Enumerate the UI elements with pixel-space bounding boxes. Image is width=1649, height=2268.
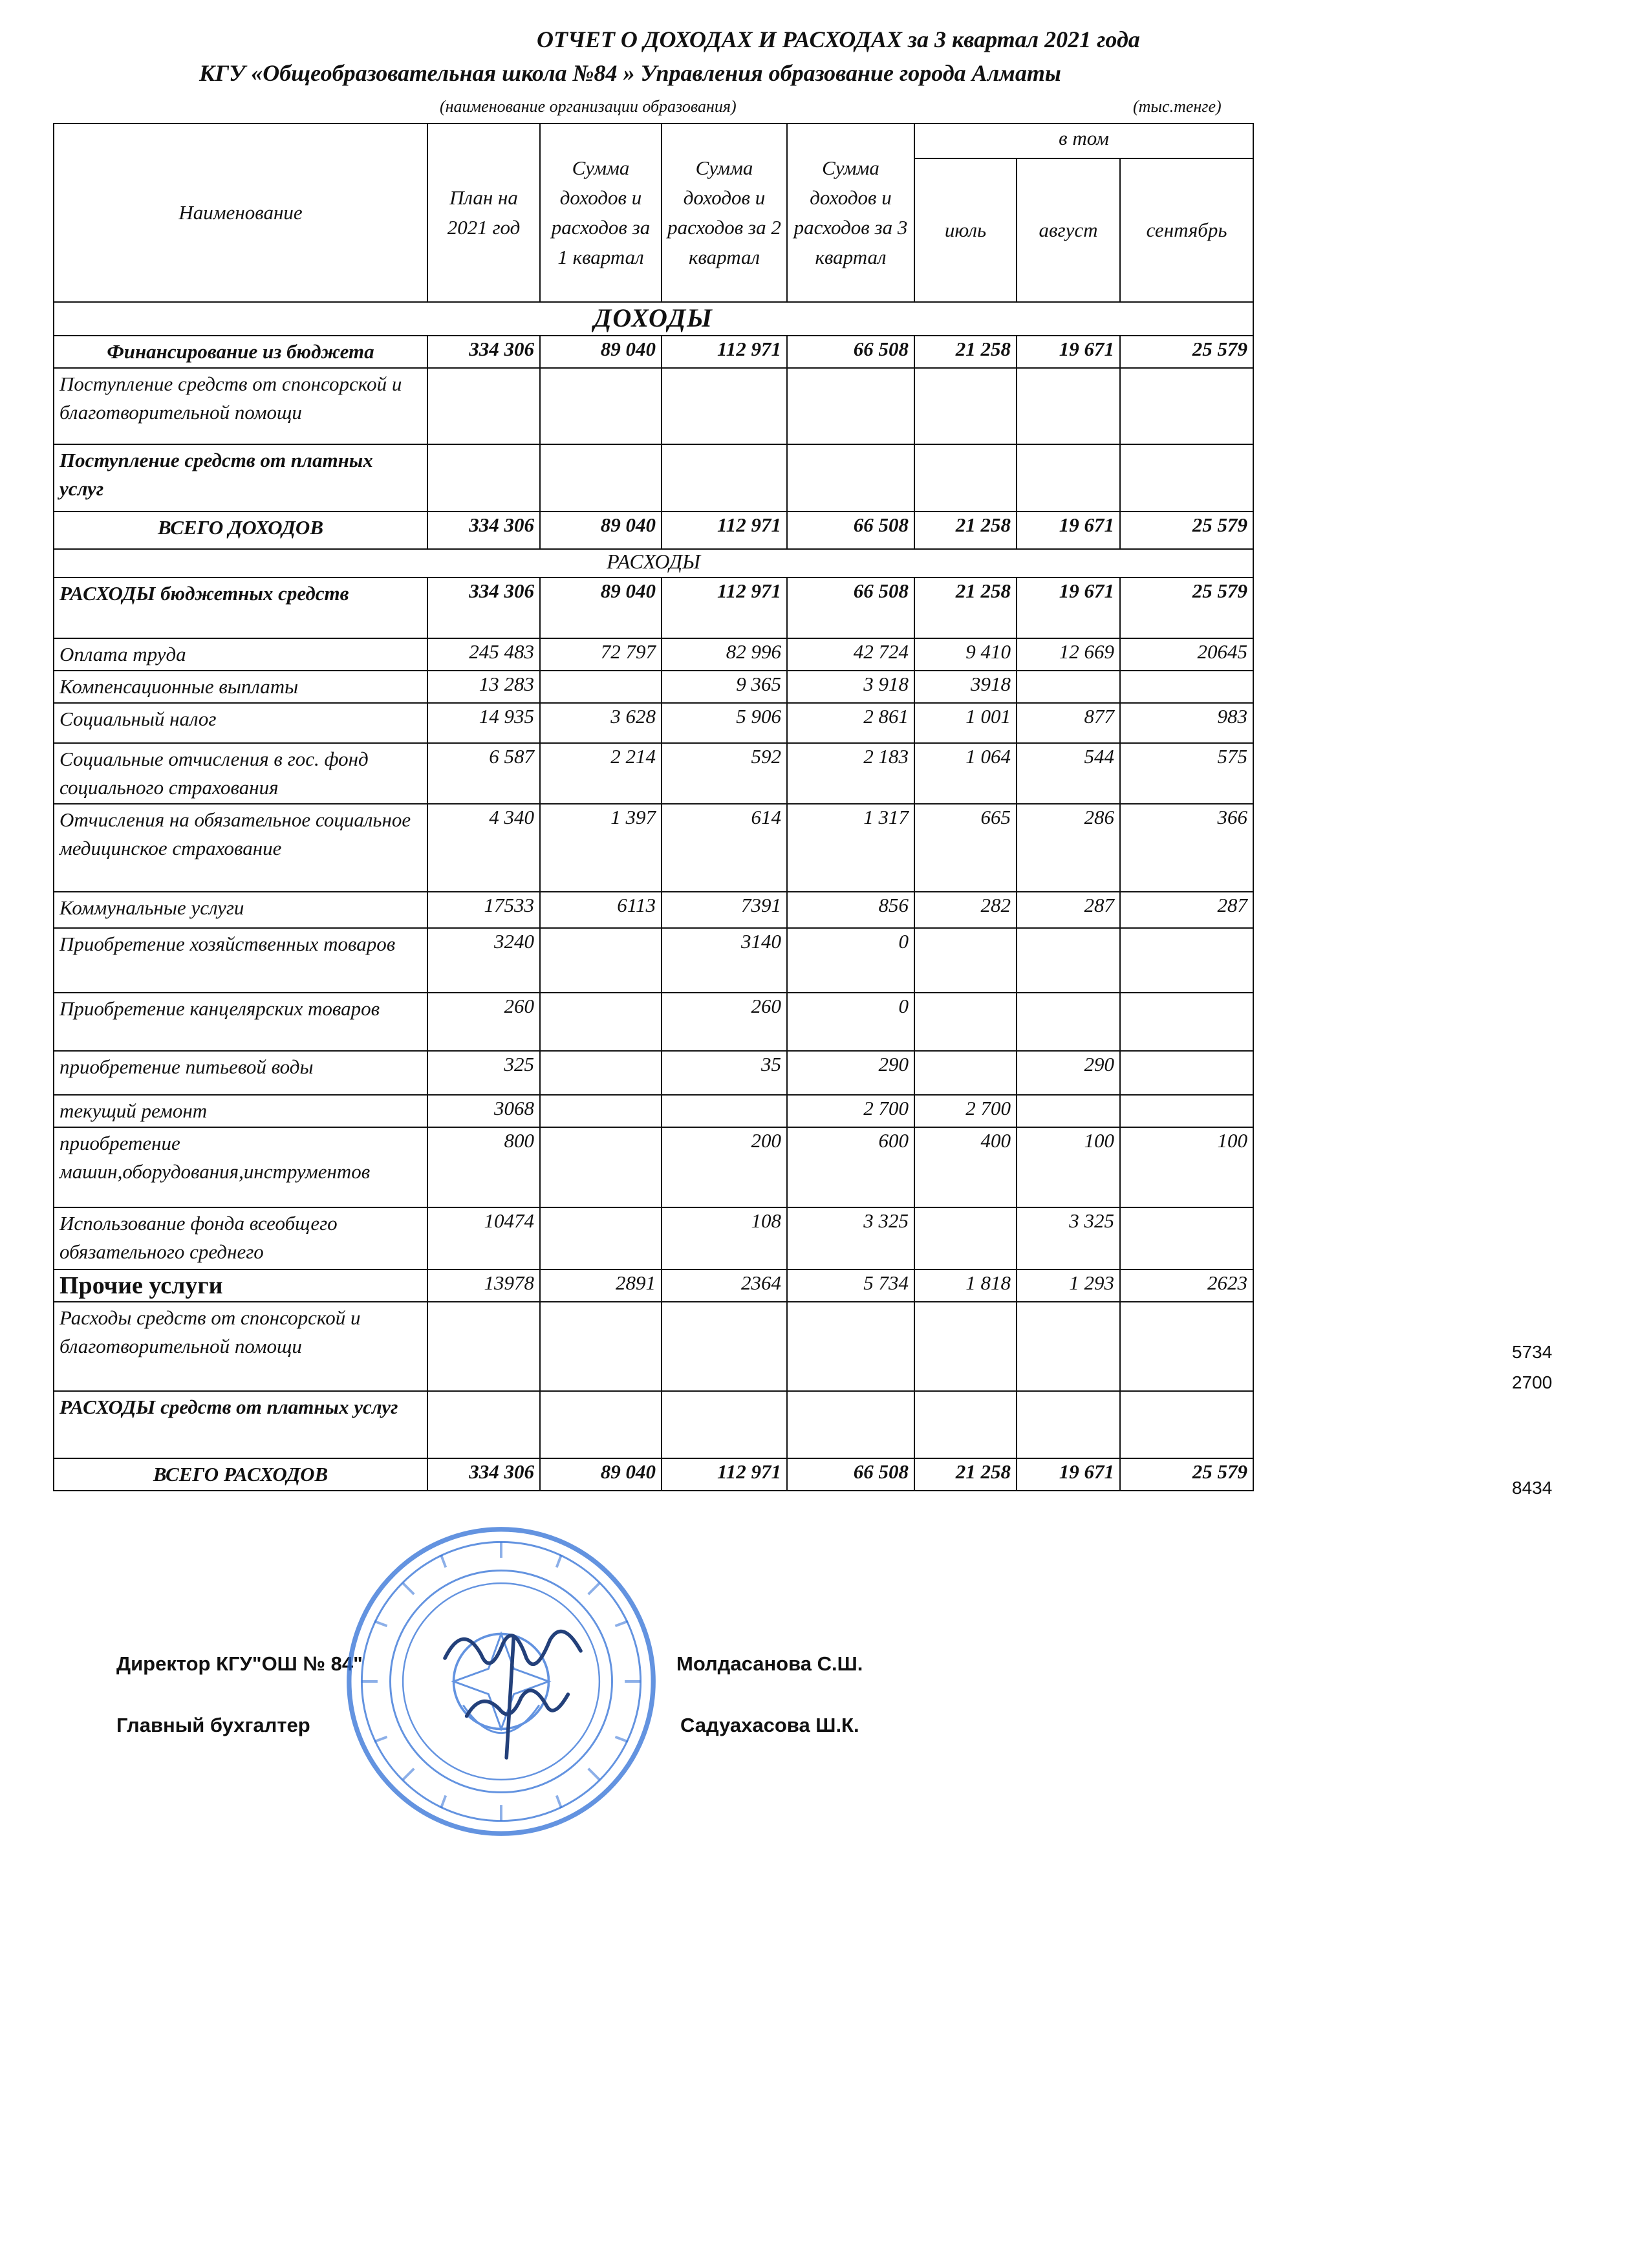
cell-jul: [914, 368, 1017, 444]
cell-sep: 287: [1120, 892, 1253, 928]
cell-q3: 2 861: [787, 703, 914, 743]
cell-q2: 82 996: [662, 638, 787, 671]
row-name: приобретение питьевой воды: [54, 1051, 427, 1095]
cell-q2: 9 365: [662, 671, 787, 703]
cell-q3: 66 508: [787, 512, 914, 549]
cell-q2: 112 971: [662, 512, 787, 549]
cell-jul: [914, 444, 1017, 512]
cell-q1: [540, 368, 662, 444]
cell-aug: 19 671: [1017, 578, 1120, 638]
units-label: (тыс.тенге): [1133, 97, 1222, 116]
cell-aug: 287: [1017, 892, 1120, 928]
row-name: Приобретение канцелярских товаров: [54, 993, 427, 1051]
row-name: Финансирование из бюджета: [54, 336, 427, 368]
cell-sep: [1120, 993, 1253, 1051]
table-row: [54, 993, 1253, 1051]
cell-jul: 21 258: [914, 1458, 1017, 1491]
accountant-name: Садуахасова Ш.К.: [680, 1714, 859, 1736]
section-income: ДОХОДЫ: [54, 302, 1253, 336]
cell-sep: [1120, 1302, 1253, 1391]
cell-sep: 25 579: [1120, 1458, 1253, 1491]
col-header-q3: Сумма доходов и расходов за 3 квартал: [787, 124, 914, 302]
cell-q1: [540, 1095, 662, 1127]
cell-jul: [914, 1207, 1017, 1269]
cell-q3: 66 508: [787, 1458, 914, 1491]
cell-plan: [427, 444, 540, 512]
table-row: [54, 804, 1253, 892]
organization-label: (наименование организации образования): [440, 97, 737, 116]
cell-plan: 334 306: [427, 512, 540, 549]
cell-sep: 100: [1120, 1127, 1253, 1207]
director-title: Директор КГУ"ОШ № 84": [116, 1652, 363, 1675]
cell-q3: 66 508: [787, 336, 914, 368]
cell-q1: [540, 1207, 662, 1269]
cell-q3: 3 325: [787, 1207, 914, 1269]
cell-jul: 21 258: [914, 512, 1017, 549]
cell-plan: 245 483: [427, 638, 540, 671]
cell-plan: 334 306: [427, 578, 540, 638]
cell-q3: 1 317: [787, 804, 914, 892]
cell-q1: 72 797: [540, 638, 662, 671]
cell-plan: 334 306: [427, 1458, 540, 1491]
section-expenses: РАСХОДЫ: [54, 549, 1253, 578]
row-name: Социальные отчисления в гос. фонд социального страхования: [54, 743, 427, 804]
cell-plan: 325: [427, 1051, 540, 1095]
table-row: [54, 638, 1253, 671]
cell-aug: [1017, 928, 1120, 993]
cell-q2: 3140: [662, 928, 787, 993]
table-row: [54, 1458, 1253, 1491]
cell-jul: [914, 1302, 1017, 1391]
cell-q1: 89 040: [540, 578, 662, 638]
col-header-q2: Сумма доходов и расходов за 2 квартал: [662, 124, 787, 302]
cell-plan: 13 283: [427, 671, 540, 703]
cell-jul: 21 258: [914, 336, 1017, 368]
cell-sep: [1120, 928, 1253, 993]
cell-jul: 1 818: [914, 1269, 1017, 1302]
cell-jul: [914, 1051, 1017, 1095]
row-name: Поступление средств от платных услуг: [54, 444, 427, 512]
cell-q1: [540, 444, 662, 512]
cell-q2: 35: [662, 1051, 787, 1095]
cell-sep: 2623: [1120, 1269, 1253, 1302]
cell-aug: [1017, 1095, 1120, 1127]
cell-aug: [1017, 444, 1120, 512]
cell-q3: 856: [787, 892, 914, 928]
cell-sep: 366: [1120, 804, 1253, 892]
cell-q2: 112 971: [662, 1458, 787, 1491]
cell-jul: 21 258: [914, 578, 1017, 638]
table-row: [54, 1391, 1253, 1458]
row-name: Компенсационные выплаты: [54, 671, 427, 703]
row-name: приобретение машин,оборудования,инструментов: [54, 1127, 427, 1207]
cell-q2: [662, 368, 787, 444]
cell-sep: 25 579: [1120, 512, 1253, 549]
cell-plan: [427, 368, 540, 444]
side-note: 8434: [1512, 1478, 1553, 1498]
cell-q1: 1 397: [540, 804, 662, 892]
side-note: 5734: [1512, 1342, 1553, 1362]
cell-q2: 112 971: [662, 578, 787, 638]
cell-q3: 0: [787, 993, 914, 1051]
cell-plan: 260: [427, 993, 540, 1051]
cell-aug: 544: [1017, 743, 1120, 804]
cell-plan: 17533: [427, 892, 540, 928]
cell-q2: [662, 1095, 787, 1127]
cell-q2: 5 906: [662, 703, 787, 743]
cell-jul: [914, 928, 1017, 993]
cell-sep: 575: [1120, 743, 1253, 804]
cell-jul: 9 410: [914, 638, 1017, 671]
report-title: ОТЧЕТ О ДОХОДАХ И РАСХОДАХ за 3 квартал 2021 года: [537, 27, 1140, 52]
report-table: [53, 123, 1254, 1491]
row-name: текущий ремонт: [54, 1095, 427, 1127]
col-header-plan: План на 2021 год: [427, 124, 540, 302]
cell-q1: 89 040: [540, 512, 662, 549]
row-name: Использование фонда всеобщего обязательного среднего: [54, 1207, 427, 1269]
accountant-title: Главный бухгалтер: [116, 1714, 310, 1736]
cell-q3: 66 508: [787, 578, 914, 638]
cell-sep: [1120, 368, 1253, 444]
director-name: Молдасанова С.Ш.: [676, 1652, 863, 1675]
table-row: [54, 368, 1253, 444]
cell-jul: 1 064: [914, 743, 1017, 804]
cell-q1: [540, 1391, 662, 1458]
cell-q1: 6113: [540, 892, 662, 928]
table-row: [54, 444, 1253, 512]
cell-jul: 1 001: [914, 703, 1017, 743]
cell-q1: [540, 1051, 662, 1095]
col-header-including: в том: [914, 124, 1253, 158]
row-name: Прочие услуги: [54, 1269, 427, 1302]
table-row: [54, 671, 1253, 703]
cell-q3: [787, 1391, 914, 1458]
signature-icon: [427, 1604, 608, 1785]
cell-q3: [787, 368, 914, 444]
cell-q2: 200: [662, 1127, 787, 1207]
table-row: [54, 549, 1253, 578]
table-row: [54, 1269, 1253, 1302]
row-name: Поступление средств от спонсорской и благотворительной помощи: [54, 368, 427, 444]
cell-plan: 14 935: [427, 703, 540, 743]
cell-plan: 3240: [427, 928, 540, 993]
cell-plan: 334 306: [427, 336, 540, 368]
table-row: [54, 1095, 1253, 1127]
cell-plan: 800: [427, 1127, 540, 1207]
cell-q1: [540, 993, 662, 1051]
cell-q3: 42 724: [787, 638, 914, 671]
cell-q2: 7391: [662, 892, 787, 928]
cell-q1: [540, 1127, 662, 1207]
cell-q2: [662, 1302, 787, 1391]
cell-sep: [1120, 1095, 1253, 1127]
cell-aug: 290: [1017, 1051, 1120, 1095]
cell-aug: [1017, 671, 1120, 703]
cell-jul: 400: [914, 1127, 1017, 1207]
cell-sep: [1120, 1391, 1253, 1458]
row-name: Расходы средств от спонсорской и благотворительной помощи: [54, 1302, 427, 1391]
side-note: 2700: [1512, 1372, 1553, 1392]
cell-q3: 290: [787, 1051, 914, 1095]
col-header-jul: июль: [914, 158, 1017, 302]
cell-q1: [540, 928, 662, 993]
table-row: [54, 1127, 1253, 1207]
cell-aug: [1017, 368, 1120, 444]
cell-q3: 2 700: [787, 1095, 914, 1127]
cell-q1: [540, 1302, 662, 1391]
cell-aug: 286: [1017, 804, 1120, 892]
row-name: Приобретение хозяйственных товаров: [54, 928, 427, 993]
cell-q3: 2 183: [787, 743, 914, 804]
cell-q1: 89 040: [540, 1458, 662, 1491]
organization-name: КГУ «Общеобразовательная школа №84 » Управления образование города Алматы: [199, 60, 1061, 86]
cell-jul: 2 700: [914, 1095, 1017, 1127]
cell-aug: 19 671: [1017, 512, 1120, 549]
row-name: РАСХОДЫ бюджетных средств: [54, 578, 427, 638]
col-header-name: Наименование: [54, 124, 427, 302]
cell-sep: [1120, 671, 1253, 703]
cell-aug: 100: [1017, 1127, 1120, 1207]
cell-q2: 260: [662, 993, 787, 1051]
cell-jul: 665: [914, 804, 1017, 892]
table-row: [54, 892, 1253, 928]
row-name: Отчисления на обязательное социальное медицинское страхование: [54, 804, 427, 892]
table-row: [54, 743, 1253, 804]
cell-sep: [1120, 1207, 1253, 1269]
table-row: [54, 1207, 1253, 1269]
cell-q2: 108: [662, 1207, 787, 1269]
cell-aug: 877: [1017, 703, 1120, 743]
cell-q3: [787, 1302, 914, 1391]
cell-q1: 3 628: [540, 703, 662, 743]
cell-plan: 10474: [427, 1207, 540, 1269]
cell-q1: 2891: [540, 1269, 662, 1302]
col-header-q1: Сумма доходов и расходов за 1 квартал: [540, 124, 662, 302]
row-name: ВСЕГО ДОХОДОВ: [54, 512, 427, 549]
cell-sep: 25 579: [1120, 336, 1253, 368]
cell-aug: 12 669: [1017, 638, 1120, 671]
cell-jul: 3918: [914, 671, 1017, 703]
cell-q2: [662, 1391, 787, 1458]
cell-plan: 3068: [427, 1095, 540, 1127]
cell-sep: [1120, 1051, 1253, 1095]
cell-aug: [1017, 1302, 1120, 1391]
cell-aug: 3 325: [1017, 1207, 1120, 1269]
cell-aug: 19 671: [1017, 1458, 1120, 1491]
cell-jul: [914, 1391, 1017, 1458]
cell-q3: 3 918: [787, 671, 914, 703]
table-row: [54, 928, 1253, 993]
cell-jul: 282: [914, 892, 1017, 928]
cell-q2: 614: [662, 804, 787, 892]
cell-sep: 25 579: [1120, 578, 1253, 638]
row-name: РАСХОДЫ средств от платных услуг: [54, 1391, 427, 1458]
table-row: [54, 1302, 1253, 1391]
table-row: [54, 336, 1253, 368]
cell-q3: 600: [787, 1127, 914, 1207]
cell-jul: [914, 993, 1017, 1051]
cell-aug: 1 293: [1017, 1269, 1120, 1302]
col-header-aug: август: [1017, 158, 1120, 302]
cell-q2: [662, 444, 787, 512]
cell-plan: [427, 1302, 540, 1391]
cell-aug: [1017, 993, 1120, 1051]
cell-aug: 19 671: [1017, 336, 1120, 368]
col-header-sep: сентябрь: [1120, 158, 1253, 302]
cell-aug: [1017, 1391, 1120, 1458]
cell-plan: 6 587: [427, 743, 540, 804]
cell-q1: 89 040: [540, 336, 662, 368]
row-name: ВСЕГО РАСХОДОВ: [54, 1458, 427, 1491]
cell-q2: 112 971: [662, 336, 787, 368]
row-name: Социальный налог: [54, 703, 427, 743]
cell-q3: 5 734: [787, 1269, 914, 1302]
table-row: [54, 512, 1253, 549]
row-name: Оплата труда: [54, 638, 427, 671]
cell-q1: 2 214: [540, 743, 662, 804]
row-name: Коммунальные услуги: [54, 892, 427, 928]
table-row: [54, 703, 1253, 743]
cell-sep: [1120, 444, 1253, 512]
table-row: [54, 1051, 1253, 1095]
cell-sep: 20645: [1120, 638, 1253, 671]
cell-plan: 4 340: [427, 804, 540, 892]
cell-q2: 592: [662, 743, 787, 804]
table-row: [54, 578, 1253, 638]
cell-q3: [787, 444, 914, 512]
cell-plan: [427, 1391, 540, 1458]
cell-q3: 0: [787, 928, 914, 993]
cell-q1: [540, 671, 662, 703]
cell-q2: 2364: [662, 1269, 787, 1302]
cell-plan: 13978: [427, 1269, 540, 1302]
cell-sep: 983: [1120, 703, 1253, 743]
